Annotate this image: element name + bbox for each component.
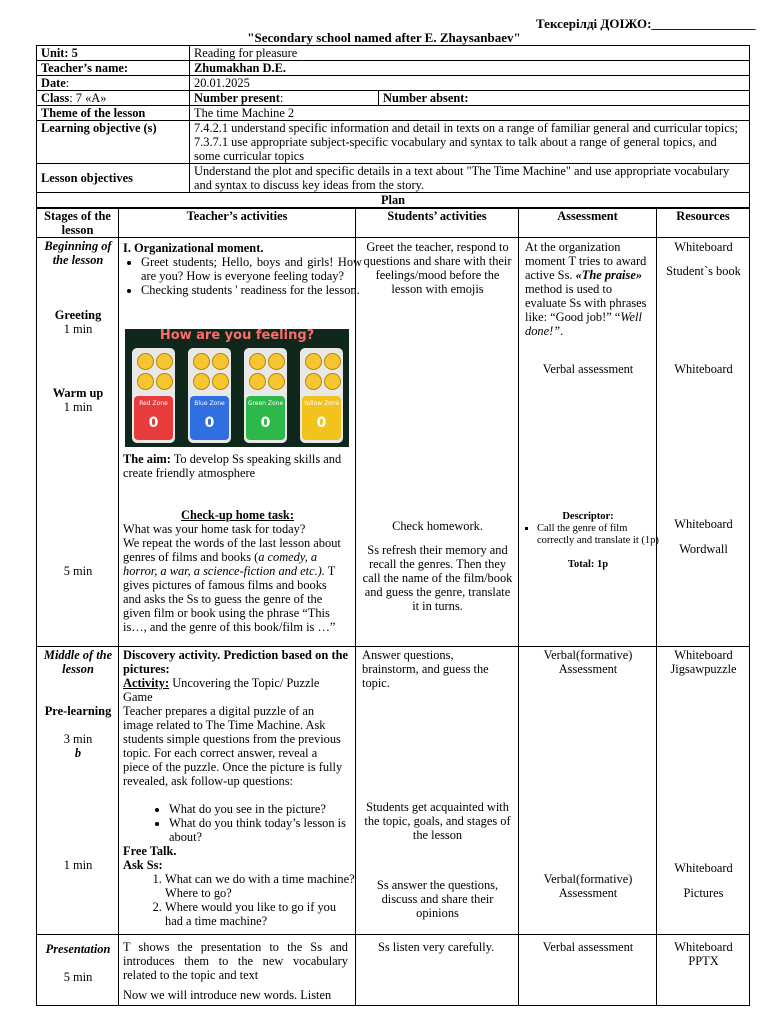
beginning-assessment-cell (519, 238, 657, 647)
theme-value: The time Machine 2 (190, 106, 750, 121)
verbal-assessment-1: Verbal assessment (542, 362, 634, 376)
plan-title: Plan (37, 193, 750, 208)
resource-wordwall: Wordwall (679, 542, 728, 556)
lo-line-2: 7.3.7.1 use appropriate subject-specific vocabulary and syntax to talk about a range of general topics, and some curricular topics (194, 135, 717, 163)
present-label: Number present (194, 91, 280, 105)
emoji-icon (249, 353, 266, 370)
presentation-text: T shows the presentation to the Ss and introduces them to the new vocabulary related to the topic and text (123, 940, 348, 982)
resource-whiteboard-4: Whiteboard (674, 648, 733, 662)
aim-label: The aim: (123, 452, 171, 466)
presentation-text-2: Now we will introduce new words. Listen (123, 988, 332, 1002)
resource-pptx: PPTX (688, 954, 719, 968)
mood-zone-label: Green Zone (247, 400, 284, 407)
presentation-assessment-cell (519, 935, 657, 1006)
date-value: 20.01.2025 (190, 76, 750, 91)
homework-question: What was your home task for today? (123, 522, 306, 536)
date-label-cell (37, 76, 190, 91)
emoji-icon (212, 373, 229, 390)
mood-zone-card (244, 348, 287, 443)
mood-zone-count: 0 (204, 415, 215, 431)
teacher-value: Zhumakhan D.E. (190, 61, 750, 76)
mood-zone-counter (134, 396, 173, 440)
students-discuss: Ss answer the questions, discuss and share their opinions (376, 878, 499, 920)
homework-time: 5 min (63, 564, 93, 578)
date-label: Date (41, 76, 66, 90)
emoji-icon (193, 353, 210, 370)
org-bullet-1: • Greet students; Hello, boys and girls! How are you? How is everyone feeling today? (141, 255, 362, 283)
middle-row (37, 647, 750, 935)
praise-a: At the organization moment T tries to award active Ss. (525, 240, 647, 282)
presentation-time: 5 min (63, 970, 93, 984)
presentation-students-cell (356, 935, 519, 1006)
unit-label: Unit: 5 (37, 46, 190, 61)
class-row (37, 91, 750, 106)
mood-title-b: feeling? (255, 329, 315, 343)
discovery-title: Discovery activity. Prediction based on the pictures: (123, 648, 348, 676)
free-talk-time: 1 min (63, 858, 93, 872)
mood-zone-card (300, 348, 343, 443)
middle-teacher-cell (119, 647, 356, 935)
resource-whiteboard-6: Whiteboard (674, 940, 733, 954)
pre-learning-stage: Pre-learning (44, 704, 112, 718)
presentation-stage-cell (37, 935, 119, 1006)
unit-row (37, 46, 750, 61)
col-assessment: Assessment (519, 209, 657, 238)
mood-zone-card (188, 348, 231, 443)
plan-title-row (37, 193, 750, 208)
resource-whiteboard-3: Whiteboard (674, 517, 733, 531)
beginning-stage-cell (37, 238, 119, 647)
class-label: Class (41, 91, 70, 105)
presentation-stage: Presentation (45, 942, 111, 956)
warmup-stage: Warm up (52, 386, 104, 400)
mood-zone-count: 0 (148, 415, 159, 431)
free-talk-title: Free Talk. (123, 844, 177, 858)
descriptor-item: ▪ Call the genre of film correctly and translate it (1p) (537, 523, 662, 547)
students-acquainted: Students get acquainted with the topic, goals, and stages of the lesson (364, 800, 511, 842)
beginning-students-cell (356, 238, 519, 647)
praise-e: . (560, 324, 564, 338)
plan-header-row (37, 209, 750, 238)
org-title: I. Organizational moment. (123, 241, 264, 255)
emoji-icon (324, 353, 341, 370)
lesson-objectives-label: Lesson objectives (37, 164, 190, 193)
absent-label: Number absent: (379, 91, 750, 106)
praise-c: method is used to evaluate Ss with phrases like: “Good job!” “ (525, 282, 647, 324)
praise-method (525, 240, 653, 338)
presentation-teacher-cell (119, 935, 356, 1006)
homework-text-1: We repeat the words of the last lesson about genres of films and books ( (123, 536, 341, 564)
emoji-icon (305, 373, 322, 390)
learning-objective-value (190, 121, 750, 164)
emoji-icon (137, 353, 154, 370)
col-resources: Resources (657, 209, 750, 238)
activity-line (123, 676, 348, 704)
date-colon: : (65, 76, 70, 90)
resource-whiteboard-1: Whiteboard (674, 240, 733, 254)
praise-d: Well done!” (525, 310, 642, 338)
emoji-icon (137, 373, 154, 390)
aim-text (123, 452, 348, 480)
students-homework-1: Check homework. (392, 519, 483, 533)
lesson-objectives-row (37, 164, 750, 193)
homework-title: Check-up home task: (181, 508, 294, 522)
presentation-row (37, 935, 750, 1006)
presentation-resources-cell (657, 935, 750, 1006)
emoji-icon (268, 353, 285, 370)
emoji-icon (249, 373, 266, 390)
descriptor-total: Total: 1p (567, 559, 609, 570)
ask-students: Ask Ss: (123, 858, 163, 872)
col-teacher: Teacher’s activities (119, 209, 356, 238)
middle-stage-cell (37, 647, 119, 935)
col-stages: Stages of the lesson (37, 209, 119, 238)
mood-zone-counter (190, 396, 229, 440)
emoji-icon (324, 373, 341, 390)
students-greet: Greet the teacher, respond to questions and share with their feelings/mood before the lesson with emojis (363, 240, 512, 296)
mood-zone-count: 0 (260, 415, 271, 431)
mood-zone-counter (302, 396, 341, 440)
emoji-icon (193, 373, 210, 390)
question-1: 1. What can we do with a time machine? Where to go? (165, 872, 355, 900)
emoji-icon (268, 373, 285, 390)
lo-line-1: 7.4.2.1 understand specific information and detail in texts on a range of familiar general and curricular topics; (194, 121, 738, 135)
warmup-time: 1 min (63, 400, 93, 414)
present-cell (190, 91, 379, 106)
homework-genres: a comedy, a horror, a war, a science-fiction and etc.). (123, 550, 325, 578)
class-cell (37, 91, 190, 106)
resource-whiteboard-2: Whiteboard (674, 362, 733, 376)
question-2: 2. Where would you like to go if you had a time machine? (165, 900, 355, 928)
homework-text-2: T gives pictures of famous films and books and asks the Ss to guess the genre of the given film or book using the phrase “This is…, and the genre of this book/film is …” (123, 564, 336, 634)
emoji-icon (212, 353, 229, 370)
discovery-text: Teacher prepares a digital puzzle of an image related to The Time Machine. Ask students simple questions from the previous topic. For each correct answer, reveal a piece of the puzzle. Once the picture is fully revealed, ask follow-up questions: (123, 704, 343, 788)
col-students: Students’ activities (356, 209, 519, 238)
homework-text (123, 536, 345, 634)
theme-row (37, 106, 750, 121)
pre-learning-time: 3 min (63, 732, 93, 746)
learning-objective-label: Learning objective (s) (37, 121, 190, 164)
resource-students-book: Student`s book (666, 264, 741, 278)
descriptor-title: Descriptor: (562, 511, 614, 522)
plan-table (36, 208, 750, 1006)
mood-zones-image (125, 329, 349, 447)
unit-value: Reading for pleasure (190, 46, 750, 61)
resource-pictures: Pictures (683, 886, 724, 900)
mood-zone-card (132, 348, 175, 443)
theme-label: Theme of the lesson (37, 106, 190, 121)
mood-zone-label: Red Zone (139, 400, 168, 407)
students-answer: Answer questions, brainstorm, and guess the topic. (362, 648, 489, 690)
discovery-bullet-1: • What do you see in the picture? (169, 802, 365, 816)
checked-by-line: Тексерілді ДОІЖО:________________ (536, 16, 756, 31)
resource-jigsaw: Jigsawpuzzle (670, 662, 737, 676)
learning-objective-row (37, 121, 750, 164)
emoji-icon (156, 373, 173, 390)
emoji-icon (156, 353, 173, 370)
resource-whiteboard-5: Whiteboard (674, 861, 733, 875)
students-listen: Ss listen very carefully. (378, 940, 495, 954)
aim-body: To develop Ss speaking skills and create friendly atmosphere (123, 452, 342, 480)
students-homework-2: Ss refresh their memory and recall the genres. Then they call the name of the film/book and guess the genre, translate it in turns. (362, 543, 513, 613)
present-colon: : (279, 91, 284, 105)
mood-zone-label: Yellow Zone (303, 400, 340, 407)
lesson-info-table (36, 45, 750, 208)
praise-b: «The praise» (575, 268, 643, 282)
activity-label: Activity: (123, 676, 170, 690)
middle-resources-cell (657, 647, 750, 935)
mood-zone-counter (246, 396, 285, 440)
class-value: : 7 «A» (69, 91, 107, 105)
teacher-row (37, 61, 750, 76)
greeting-stage: Greeting (54, 308, 102, 322)
school-name: "Secondary school named after E. Zhaysanbaev" (247, 30, 521, 45)
mood-zone-label: Blue Zone (194, 400, 225, 407)
teacher-label: Teacher’s name: (37, 61, 190, 76)
date-row (37, 76, 750, 91)
mood-title-a: How are you (159, 329, 256, 343)
emoji-icon (305, 353, 322, 370)
discovery-bullet-2: • What do you think today’s lesson is about? (169, 816, 365, 844)
formative-assessment-2: Verbal(formative) Assessment (543, 872, 633, 900)
beginning-resources-cell (657, 238, 750, 647)
mood-zone-count: 0 (316, 415, 327, 431)
middle-assessment-cell (519, 647, 657, 935)
greeting-time: 1 min (63, 322, 93, 336)
org-bullet-2: • Checking students ' readiness for the lesson. (141, 283, 362, 297)
pre-learning-b: b (74, 746, 82, 760)
activity-text: Uncovering the Topic/ Puzzle Game (123, 676, 320, 704)
middle-students-cell (356, 647, 519, 935)
verbal-assessment-2: Verbal assessment (542, 940, 634, 954)
mood-image-title (125, 329, 349, 343)
lesson-objectives-value: Understand the plot and specific details in a text about "The Time Machine" and use appropriate vocabulary and syntax to discuss key ideas from the story. (190, 164, 750, 193)
formative-assessment-1: Verbal(formative) Assessment (543, 648, 633, 676)
beginning-stage: Beginning of the lesson (44, 239, 112, 267)
middle-stage: Middle of the lesson (43, 648, 113, 676)
